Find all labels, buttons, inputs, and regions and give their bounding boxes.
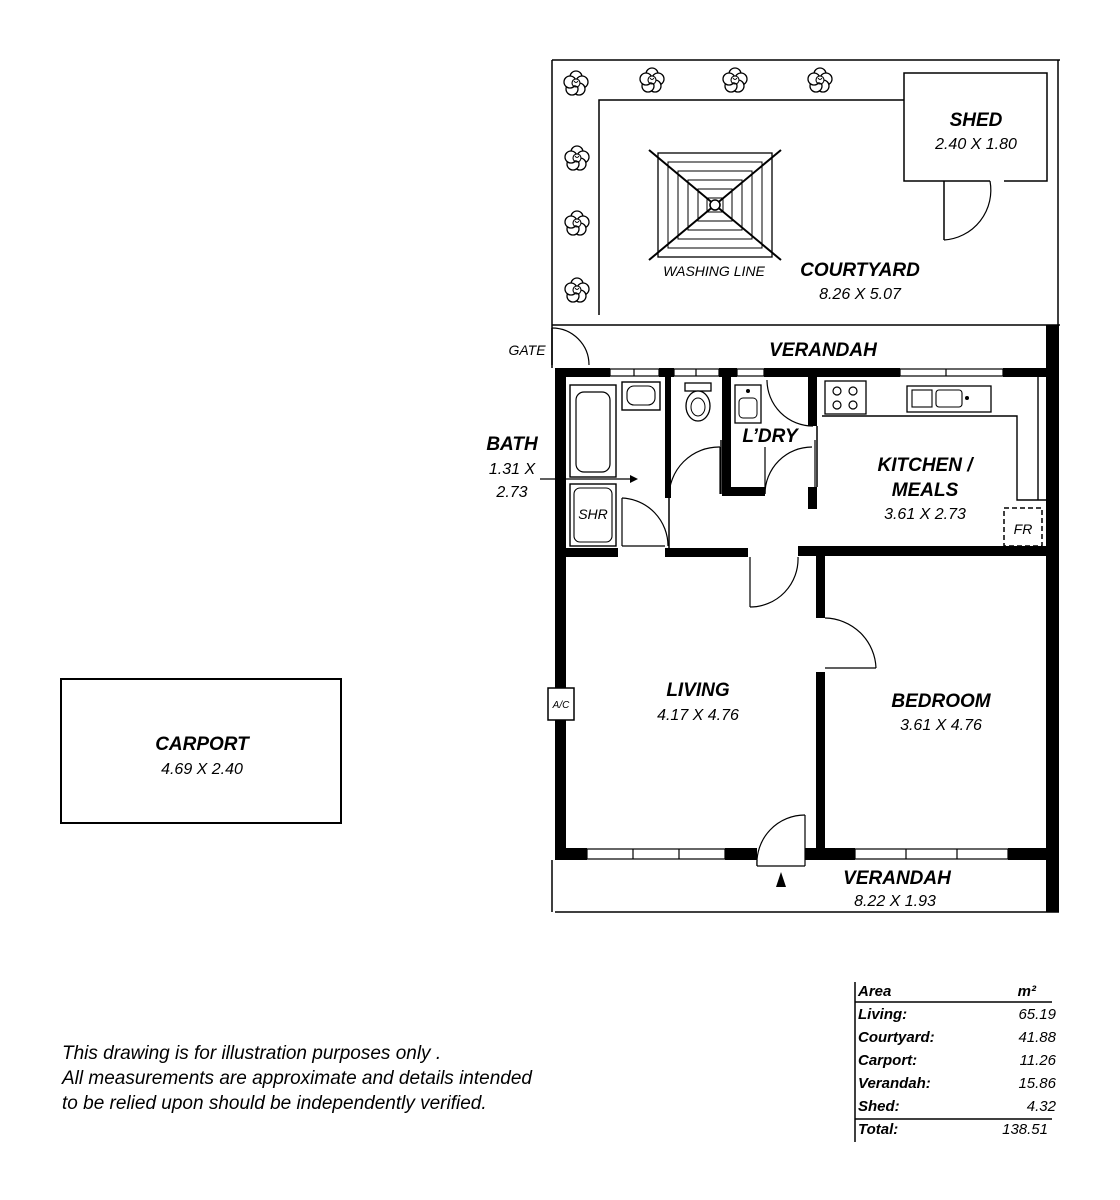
area-row-value: 4.32 <box>1026 1098 1056 1115</box>
area-row-label: Living: <box>858 1006 908 1023</box>
disclaimer <box>62 1041 622 1116</box>
verandah-bottom-dims: 8.22 X 1.93 <box>854 893 936 910</box>
area-total-label: Total: <box>858 1121 899 1138</box>
area-row-value: 15.86 <box>1018 1075 1056 1092</box>
area-row-value: 41.88 <box>1018 1029 1056 1046</box>
toilet-icon <box>685 383 711 421</box>
area-header-label: Area <box>858 983 892 1000</box>
carport-dims: 4.69 X 2.40 <box>161 761 243 778</box>
area-row-label: Shed: <box>858 1098 900 1115</box>
entry-arrow-icon <box>776 872 786 887</box>
washing-line-label: WASHING LINE <box>663 263 765 279</box>
washing-line-icon <box>649 150 781 260</box>
bathtub <box>570 385 616 477</box>
bath-dims-line1: 1.31 X <box>488 461 536 478</box>
courtyard-dims: 8.26 X 5.07 <box>819 286 901 303</box>
kitchen-label-line2: MEALS <box>891 480 959 501</box>
area-table-header <box>848 980 1060 1003</box>
table-row <box>848 1003 1060 1026</box>
living-label: LIVING <box>666 680 730 701</box>
courtyard-label: COURTYARD <box>800 260 920 281</box>
fridge-label: FR <box>1013 521 1033 537</box>
kitchen-sink <box>907 386 991 412</box>
laundry-tub <box>735 385 761 423</box>
area-total-value: 138.51 <box>1002 1121 1048 1138</box>
verandah-top-label: VERANDAH <box>769 340 877 361</box>
verandah-bottom-label: VERANDAH <box>843 868 951 889</box>
shed-label: SHED <box>949 110 1003 131</box>
bath-dims-line2: 2.73 <box>496 484 528 501</box>
area-row-label: Verandah: <box>858 1075 931 1092</box>
bath-label: BATH <box>486 434 538 455</box>
area-row-value: 11.26 <box>1019 1052 1056 1069</box>
table-row <box>848 1095 1060 1118</box>
gate-label: GATE <box>508 342 546 358</box>
kitchen-dims: 3.61 X 2.73 <box>884 506 966 523</box>
table-row <box>848 1026 1060 1049</box>
table-row <box>848 1072 1060 1095</box>
shed <box>904 73 1047 240</box>
stove-icon <box>825 381 866 414</box>
doors <box>622 380 876 866</box>
carport-label: CARPORT <box>155 734 249 755</box>
disclaimer-line3: to be relied upon should be independently verified. <box>62 1093 487 1114</box>
area-row-value: 65.19 <box>1018 1006 1056 1023</box>
bedroom-dims: 3.61 X 4.76 <box>900 717 982 734</box>
laundry-label: L’DRY <box>742 426 798 447</box>
vanity-basin <box>622 382 660 410</box>
table-row <box>848 1049 1060 1072</box>
disclaimer-line2: All measurements are approximate and details intended <box>62 1068 532 1089</box>
ac-label: A/C <box>552 700 570 711</box>
shower-label: SHR <box>578 506 608 522</box>
bedroom-label: BEDROOM <box>891 691 991 712</box>
area-table <box>848 980 1060 1141</box>
living-dims: 4.17 X 4.76 <box>657 707 739 724</box>
building-walls <box>555 325 1059 912</box>
shed-dims: 2.40 X 1.80 <box>935 136 1017 153</box>
kitchen-label-line1: KITCHEN / <box>877 455 973 476</box>
area-row-label: Carport: <box>858 1052 918 1069</box>
area-header-unit: m² <box>1017 983 1036 1000</box>
area-total-row <box>848 1118 1060 1141</box>
area-row-label: Courtyard: <box>858 1029 935 1046</box>
disclaimer-line1: This drawing is for illustration purposes only . <box>62 1043 442 1064</box>
gate <box>552 328 589 365</box>
